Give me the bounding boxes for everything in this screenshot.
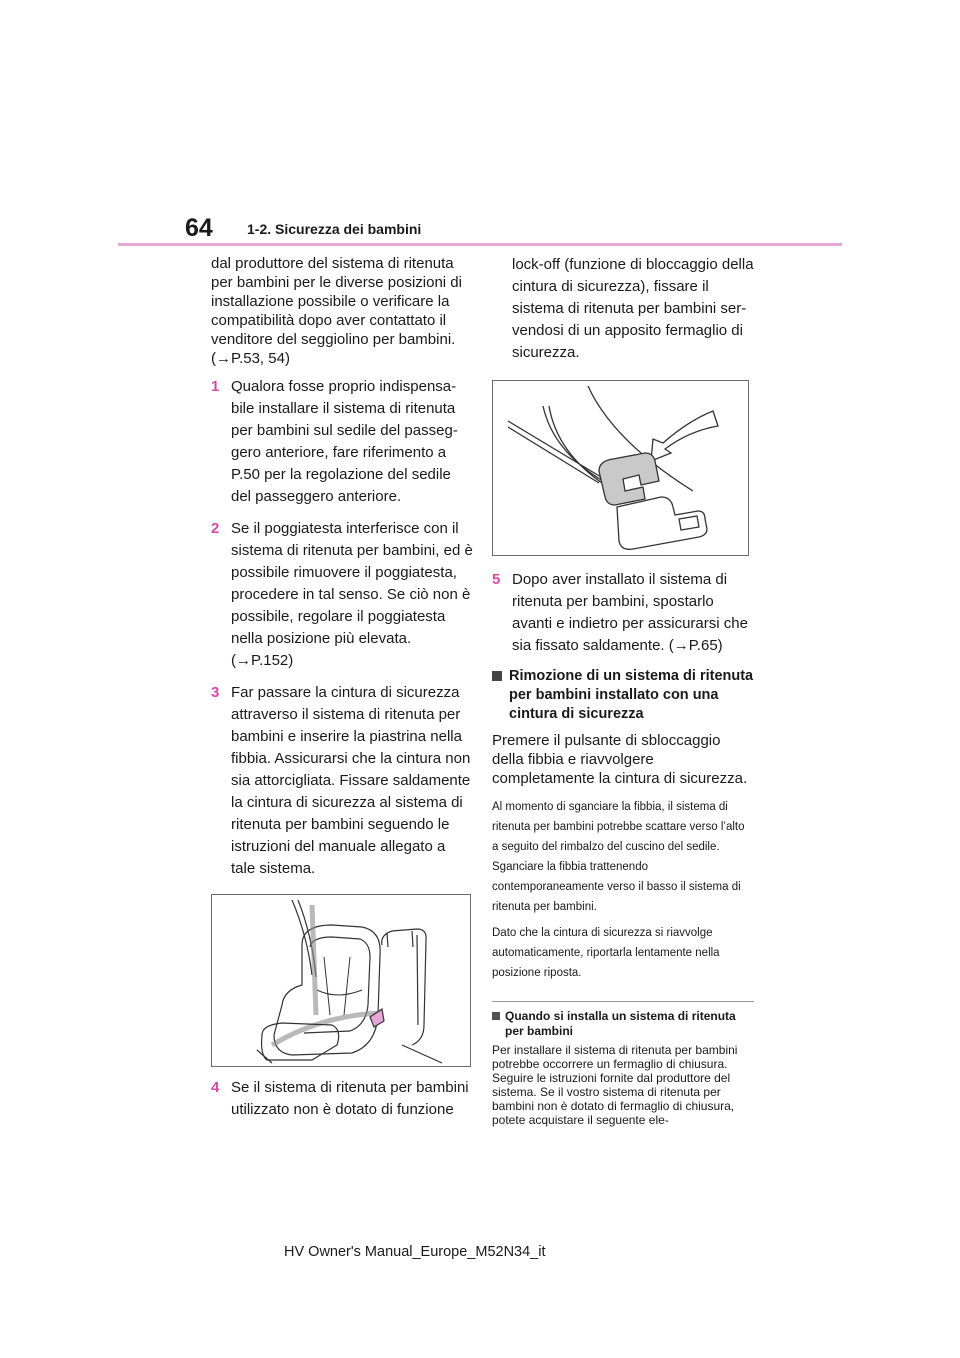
step-3: [211, 682, 473, 880]
right-column: [492, 254, 754, 1127]
square-bullet-icon: [492, 1012, 500, 1020]
step-2: [211, 518, 473, 672]
step-text: Se il poggiatesta interferisce con il sistema di ritenuta per bambini, ed è possibile rimuovere il poggiatesta, procedere in tal senso. Se ciò non è possibile, regolare il poggiatesta nella posizione più elevata. (→P.152): [231, 520, 473, 669]
section-title: 1-2. Sicurezza dei bambini: [247, 221, 422, 237]
removal-heading: Rimozione di un sistema di ritenuta per bambini installato con una cintura di sicurezza: [492, 667, 754, 724]
intro-paragraph: dal produttore del sistema di ritenuta per bambini per le diverse posizioni di installazione possibile o verificare la compatibilità dopo aver contattato il venditore del seggiolino per bambini. (→P.53, 54): [211, 255, 462, 367]
locking-clip-illustration: [492, 380, 749, 556]
step-5: [492, 569, 754, 657]
step-text: Se il sistema di ritenuta per bambini utilizzato non è dotato di funzione: [231, 1079, 469, 1118]
note-paragraph: Per installare il sistema di ritenuta per bambini potrebbe occorrere un fermaglio di chiusura. Seguire le istruzioni fornite dal produttore del sistema. Se il vostro sistema di ritenuta per bambini non è dotato di fermaglio di chiusura, potete acquistare il seguente ele-: [492, 1043, 738, 1127]
step-4: [211, 1077, 473, 1121]
step-number: 5: [492, 571, 501, 588]
step-number: 4: [211, 1079, 220, 1096]
step-number: 2: [211, 520, 220, 537]
step-4-continued: [492, 254, 754, 364]
step-text: Dopo aver installato il sistema di ritenuta per bambini, spostarlo avanti e indietro per assicurarsi che sia fissato saldamente. (→P.65): [512, 571, 748, 654]
step-number: 1: [211, 378, 220, 395]
step-text: Qualora fosse proprio indispensabile installare il sistema di ritenuta per bambini sul sedile del passeggero anteriore, fare riferimento a P.50 per la regolazione del sedile del passeggero anteriore.: [231, 378, 458, 505]
square-bullet-icon: [492, 671, 502, 681]
footer-manual-id: HV Owner's Manual_Europe_M52N34_it: [284, 1244, 546, 1260]
step-1: [211, 376, 473, 508]
caution-text-1: Al momento di sganciare la fibbia, il sistema di ritenuta per bambini potrebbe scattare verso l’alto a seguito del rimbalzo del cuscino del sedile. Sganciare la fibbia trattenendo contemporaneamente verso il basso il sistema di ritenuta per bambini.: [492, 801, 745, 913]
note-heading: Quando si installa un sistema di ritenuta per bambini: [492, 1009, 754, 1039]
note-divider: [492, 1001, 754, 1002]
left-column: [211, 254, 473, 1121]
removal-paragraph: Premere il pulsante di sbloccaggio della fibbia e riavvolgere completamente la cintura di sicurezza.: [492, 732, 748, 787]
step-text: Far passare la cintura di sicurezza attraverso il sistema di ritenuta per bambini e inserire la piastrina nella fibbia. Assicurarsi che la cintura non sia attorcigliata. Fissare saldamente la cintura di sicurezza al sistema di ritenuta per bambini seguendo le istruzioni del manuale allegato a tale sistema.: [231, 684, 471, 877]
caution-text-2: Dato che la cintura di sicurezza si riavvolge automaticamente, riportarla lentamente nella posizione riposta.: [492, 927, 720, 979]
step-text: lock-off (funzione di bloccaggio della cintura di sicurezza), fissare il sistema di ritenuta per bambini servendosi di un apposito fermaglio di sicurezza.: [512, 256, 754, 361]
page-number: 64: [185, 214, 213, 242]
header-rule: [118, 243, 842, 246]
child-seat-illustration: [211, 894, 471, 1067]
step-number: 3: [211, 684, 220, 701]
